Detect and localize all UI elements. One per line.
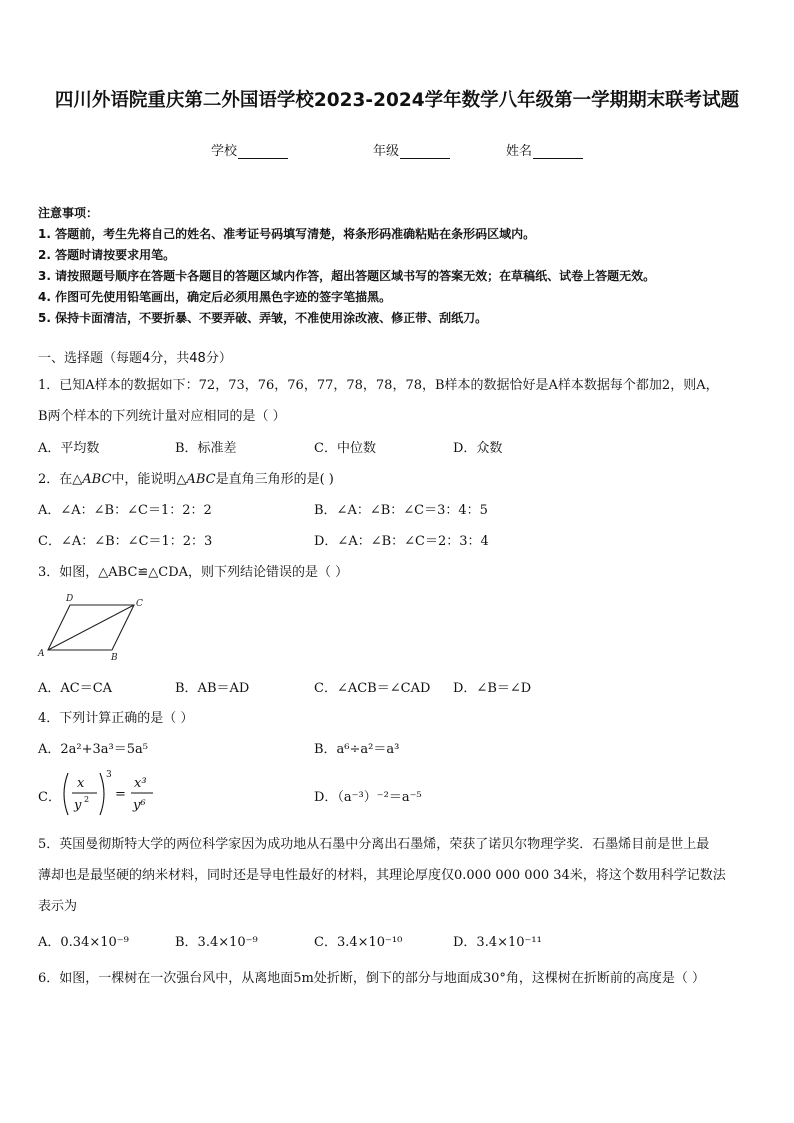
q2-option-b[interactable]: B．∠A：∠B：∠C＝3：4：5 xyxy=(314,503,488,518)
q1-stem-line1: 1．已知A样本的数据如下：72，73，76，76，77，78，78，78，B样本的数据恰好是A样本数据每个都加2，则A， xyxy=(38,378,719,393)
q4-c-inner-den-exp: 2 xyxy=(84,795,90,804)
q3-diagonal-ac xyxy=(48,605,134,650)
q2-stem-suffix: 是直角三角形的是( ) xyxy=(215,472,334,487)
q4-c-inner-den: y xyxy=(74,798,82,813)
q4-option-a[interactable]: A．2a²+3a³＝5a⁵ xyxy=(38,742,148,757)
notes-block xyxy=(38,203,778,329)
q2-option-c[interactable]: C．∠A：∠B：∠C＝1：2：3 xyxy=(38,534,213,549)
name-label: 姓名 xyxy=(506,144,533,159)
q3-option-b[interactable]: B．AB＝AD xyxy=(175,681,250,696)
q3-option-c[interactable]: C．∠ACB＝∠CAD xyxy=(314,681,431,696)
q4-stem: 4．下列计算正确的是（ ） xyxy=(38,711,194,726)
notes-heading: 注意事项： xyxy=(38,206,99,220)
q1-option-b[interactable]: B．标准差 xyxy=(175,441,237,456)
q5-stem-line3: 表示为 xyxy=(38,899,78,914)
school-field[interactable] xyxy=(211,140,288,159)
q3-stem: 3．如图，△ABC≌△CDA，则下列结论错误的是（ ） xyxy=(38,565,349,580)
note-item: 2. 答题时请按要求用笔。 xyxy=(38,248,176,262)
q2-triangle-1: △ABC xyxy=(72,472,112,487)
school-label: 学校 xyxy=(211,144,238,159)
note-item: 5. 保持卡面清洁，不要折暴、不要弄破、弄皱，不准使用涂改液、修正带、刮纸刀。 xyxy=(38,311,488,325)
note-item: 1. 答题前，考生先将自己的姓名、准考证号码填写清楚，将条形码准确粘贴在条形码区域内。 xyxy=(38,227,536,241)
q1-option-a[interactable]: A．平均数 xyxy=(38,441,100,456)
q6-stem: 6．如图，一棵树在一次强台风中，从离地面5m处折断，倒下的部分与地面成30°角，这棵树在折断前的高度是（ ） xyxy=(38,971,706,986)
name-blank[interactable] xyxy=(533,145,583,159)
q3-option-d[interactable]: D．∠B＝∠D xyxy=(453,681,532,696)
q2-triangle-2: △ABC xyxy=(176,472,216,487)
left-paren xyxy=(64,773,68,815)
note-item: 3. 请按照题号顺序在答题卡各题目的答题区域内作答，超出答题区域书写的答案无效；在草稿纸、试卷上答题无效。 xyxy=(38,269,656,283)
grade-blank[interactable] xyxy=(400,145,450,159)
school-blank[interactable] xyxy=(238,145,288,159)
q3-parallelogram-figure xyxy=(36,592,148,662)
q4-c-right-den: y⁶ xyxy=(133,798,146,813)
q4-c-outer-exp: 3 xyxy=(106,770,112,780)
q4-option-c-label: C． xyxy=(38,790,61,805)
right-paren xyxy=(100,773,104,815)
q2-stem-prefix: 2．在 xyxy=(38,472,73,487)
q4-option-d[interactable]: D．（a⁻³）⁻²＝a⁻⁵ xyxy=(314,790,422,805)
note-item: 4. 作图可先使用铅笔画出，确定后必须用黑色字迹的签字笔描黑。 xyxy=(38,290,392,304)
q3-label-d: D xyxy=(66,594,74,604)
q5-option-d[interactable]: D．3.4×10⁻¹¹ xyxy=(453,935,542,950)
q4-c-equals: = xyxy=(115,787,126,802)
q2-option-d[interactable]: D．∠A：∠B：∠C＝2：3：4 xyxy=(314,534,489,549)
q5-option-c[interactable]: C．3.4×10⁻¹⁰ xyxy=(314,935,403,950)
grade-label: 年级 xyxy=(373,144,400,159)
q1-stem-line2: B两个样本的下列统计量对应相同的是（ ） xyxy=(38,409,286,424)
q4-c-right-num: x³ xyxy=(134,776,147,791)
q5-option-a[interactable]: A．0.34×10⁻⁹ xyxy=(38,935,129,950)
q5-stem-line2: 薄却也是最坚硬的纳米材料，同时还是导电性最好的材料，其理论厚度仅0.000 000 000 34米，将这个数用科学记数法 xyxy=(38,868,726,883)
q4-c-inner-num: x xyxy=(77,776,85,791)
q3-label-a: A xyxy=(38,649,45,659)
grade-field[interactable] xyxy=(373,140,450,159)
q2-stem-mid: 中，能说明 xyxy=(111,472,177,487)
q5-option-b[interactable]: B．3.4×10⁻⁹ xyxy=(175,935,258,950)
q5-stem-line1: 5．英国曼彻斯特大学的两位科学家因为成功地从石墨中分离出石墨烯，荣获了诺贝尔物理学奖．石墨烯目前是世上最 xyxy=(38,837,710,852)
name-field[interactable] xyxy=(506,140,583,159)
q4-option-b[interactable]: B．a⁶÷a²＝a³ xyxy=(314,742,400,757)
q2-option-a[interactable]: A．∠A：∠B：∠C＝1：2：2 xyxy=(38,503,212,518)
q1-option-d[interactable]: D．众数 xyxy=(453,441,503,456)
section-heading: 一、选择题（每题4分，共48分） xyxy=(38,351,232,366)
q3-option-a[interactable]: A．AC＝CA xyxy=(38,681,113,696)
q3-label-b: B xyxy=(111,653,118,662)
q4-option-c-formula xyxy=(60,767,180,821)
page-title: 四川外语院重庆第二外国语学校2023-2024学年数学八年级第一学期期末联考试题 xyxy=(54,90,740,111)
q3-label-c: C xyxy=(136,599,143,609)
q2-stem xyxy=(38,468,334,487)
q1-option-c[interactable]: C．中位数 xyxy=(314,441,376,456)
